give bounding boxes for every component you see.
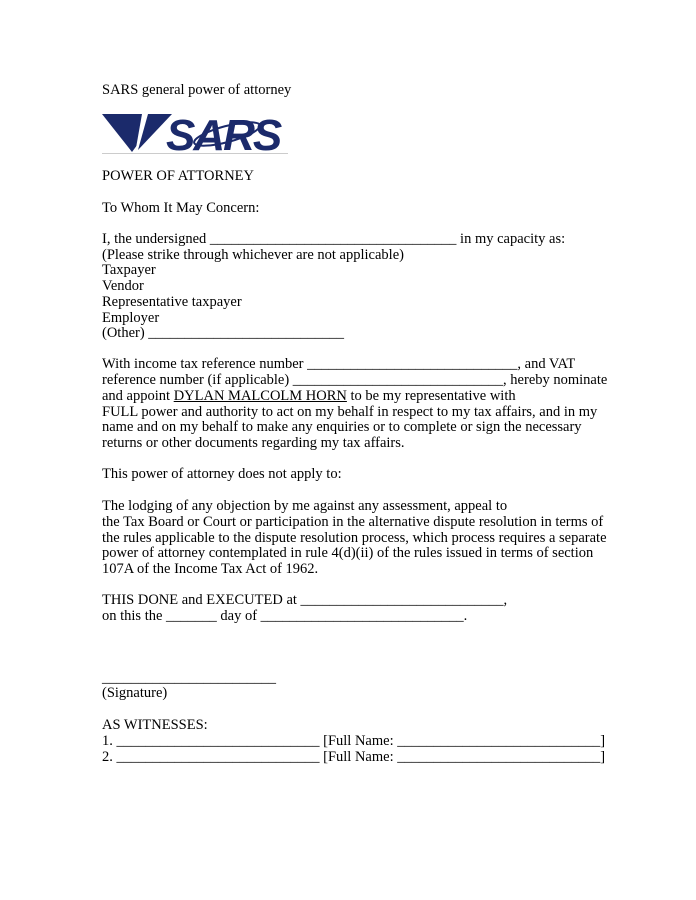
capacity-option: Taxpayer bbox=[102, 262, 156, 278]
capacity-option: (Other) ___________________________ bbox=[102, 325, 345, 341]
exclusion-line: power of attorney contemplated in rule 4(d)(ii) of the rules issued in terms of section bbox=[102, 545, 594, 561]
exclusion-line: the rules applicable to the dispute resolution process, which process requires a separate bbox=[102, 530, 607, 546]
capacity-note: (Please strike through whichever are not applicable) bbox=[102, 247, 404, 263]
undersigned-line: I, the undersigned __________________________________ in my capacity as: bbox=[102, 231, 566, 247]
appoint-text: and appoint bbox=[102, 388, 174, 404]
signature-label: (Signature) bbox=[102, 685, 168, 701]
sars-logo bbox=[102, 110, 288, 154]
exclusion-line: 107A of the Income Tax Act of 1962. bbox=[102, 561, 319, 577]
nomination-line: name and on my behalf to make any enquiries or to complete or sign the necessary bbox=[102, 419, 582, 435]
capacity-option: Employer bbox=[102, 310, 160, 326]
witnesses-heading: AS WITNESSES: bbox=[102, 717, 208, 733]
svg-text:SARS: SARS bbox=[166, 111, 281, 154]
signature-line: ________________________ bbox=[102, 670, 276, 686]
nomination-line bbox=[102, 388, 516, 404]
nomination-line: With income tax reference number _____________________________, and VAT bbox=[102, 356, 576, 372]
document-title: POWER OF ATTORNEY bbox=[102, 168, 254, 184]
document-header: SARS general power of attorney bbox=[102, 82, 292, 98]
nomination-line: returns or other documents regarding my tax affairs. bbox=[102, 435, 405, 451]
executed-line: THIS DONE and EXECUTED at ____________________________, bbox=[102, 592, 508, 608]
exclusion-line: the Tax Board or Court or participation in the alternative dispute resolution in terms of bbox=[102, 514, 604, 530]
appoint-text: to be my representative with bbox=[346, 388, 516, 404]
exclusion-line: The lodging of any objection by me against any assessment, appeal to bbox=[102, 498, 508, 514]
capacity-option: Representative taxpayer bbox=[102, 294, 242, 310]
salutation: To Whom It May Concern: bbox=[102, 200, 260, 216]
capacity-option: Vendor bbox=[102, 278, 144, 294]
executed-date-line: on this the _______ day of ____________________________. bbox=[102, 608, 468, 624]
exclusion-intro: This power of attorney does not apply to: bbox=[102, 466, 342, 482]
representative-name: DYLAN MALCOLM HORN bbox=[173, 388, 347, 404]
witness-row: 1. ____________________________ [Full Name: ____________________________] bbox=[102, 733, 606, 749]
witness-row: 2. ____________________________ [Full Name: ____________________________] bbox=[102, 749, 606, 765]
nomination-line: FULL power and authority to act on my behalf in respect to my tax affairs, and in my bbox=[102, 404, 598, 420]
nomination-line: reference number (if applicable) _____________________________, hereby nominate bbox=[102, 372, 608, 388]
